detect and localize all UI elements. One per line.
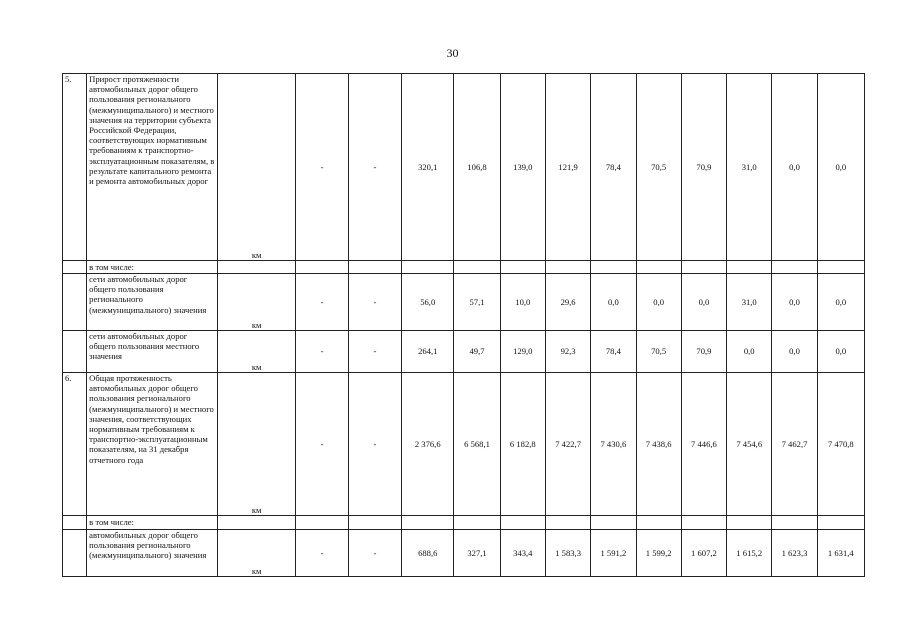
value-cell: 320,1 bbox=[402, 74, 454, 261]
value-cell: - bbox=[348, 331, 401, 373]
value-cell: 92,3 bbox=[545, 331, 590, 373]
value-cell: 0,0 bbox=[681, 274, 726, 331]
subtotal-label: в том числе: bbox=[87, 261, 218, 274]
value-cell: 31,0 bbox=[727, 274, 772, 331]
value-cell: 70,9 bbox=[681, 74, 726, 261]
value-cell: 10,0 bbox=[500, 274, 545, 331]
value-cell: 343,4 bbox=[500, 530, 545, 577]
value-cell: 2 376,6 bbox=[402, 373, 454, 516]
table-row bbox=[63, 74, 865, 261]
table-row bbox=[63, 274, 865, 331]
subtotal-label: в том числе: bbox=[87, 516, 218, 530]
table-row bbox=[63, 530, 865, 577]
value-cell: - bbox=[348, 530, 401, 577]
value-cell: 1 615,2 bbox=[727, 530, 772, 577]
value-cell: 0,0 bbox=[817, 274, 864, 331]
value-cell: - bbox=[296, 373, 348, 516]
unit-cell: км bbox=[217, 74, 295, 261]
value-cell: 70,5 bbox=[636, 331, 681, 373]
value-cell: 0,0 bbox=[772, 74, 817, 261]
row-number: 5. bbox=[63, 74, 87, 261]
indicator-name: сети автомобильных дорог общего пользования регионального (межмуниципального) значения bbox=[87, 274, 218, 331]
value-cell: 31,0 bbox=[727, 74, 772, 261]
value-cell: 121,9 bbox=[545, 74, 590, 261]
value-cell: 7 438,6 bbox=[636, 373, 681, 516]
value-cell: 327,1 bbox=[454, 530, 500, 577]
value-cell: 6 182,8 bbox=[500, 373, 545, 516]
value-cell: 129,0 bbox=[500, 331, 545, 373]
value-cell: 7 422,7 bbox=[545, 373, 590, 516]
unit-cell: км bbox=[217, 274, 295, 331]
indicators-table bbox=[62, 73, 865, 577]
value-cell: 78,4 bbox=[591, 74, 636, 261]
value-cell: 1 623,3 bbox=[772, 530, 817, 577]
value-cell: 106,8 bbox=[454, 74, 500, 261]
value-cell: 7 446,6 bbox=[681, 373, 726, 516]
value-cell: - bbox=[296, 274, 348, 331]
value-cell: - bbox=[348, 274, 401, 331]
value-cell: 688,6 bbox=[402, 530, 454, 577]
value-cell: 1 631,4 bbox=[817, 530, 864, 577]
unit-cell: км bbox=[217, 331, 295, 373]
unit-cell: км bbox=[217, 530, 295, 577]
value-cell: 1 583,3 bbox=[545, 530, 590, 577]
value-cell: 1 591,2 bbox=[591, 530, 636, 577]
value-cell: - bbox=[296, 331, 348, 373]
value-cell: 70,9 bbox=[681, 331, 726, 373]
value-cell: 0,0 bbox=[817, 331, 864, 373]
value-cell: 78,4 bbox=[591, 331, 636, 373]
value-cell: 139,0 bbox=[500, 74, 545, 261]
value-cell: 57,1 bbox=[454, 274, 500, 331]
indicator-name: автомобильных дорог общего пользования регионального (межмуниципального) значения bbox=[87, 530, 218, 577]
table-row bbox=[63, 261, 865, 274]
page-number: 30 bbox=[446, 46, 459, 60]
table-row bbox=[63, 331, 865, 373]
value-cell: 1 607,2 bbox=[681, 530, 726, 577]
indicator-name: сети автомобильных дорог общего пользования местного значения bbox=[87, 331, 218, 373]
unit-cell: км bbox=[217, 373, 295, 516]
value-cell: 0,0 bbox=[636, 274, 681, 331]
value-cell: 29,6 bbox=[545, 274, 590, 331]
value-cell: 7 454,6 bbox=[727, 373, 772, 516]
value-cell: - bbox=[348, 373, 401, 516]
indicator-name: Прирост протяженности автомобильных дорог общего пользования регионального (межмуниципального) и местного значения на территории субъекта Российской Федерации, соответствующих нормативным требованиям к транспортно-эксплуатационным показателям, в результате капитального ремонта и ремонта автомобильных дорог bbox=[87, 74, 218, 261]
value-cell: - bbox=[296, 530, 348, 577]
value-cell: 0,0 bbox=[727, 331, 772, 373]
value-cell: 1 599,2 bbox=[636, 530, 681, 577]
value-cell: 7 470,8 bbox=[817, 373, 864, 516]
value-cell: 7 462,7 bbox=[772, 373, 817, 516]
value-cell: 0,0 bbox=[591, 274, 636, 331]
indicator-name: Общая протяженность автомобильных дорог общего пользования регионального (межмуниципального) и местного значения, соответствующих нормативным требованиям к транспортно-эксплуатационным показателям, на 31 декабря отчетного года bbox=[87, 373, 218, 516]
value-cell: 70,5 bbox=[636, 74, 681, 261]
value-cell: - bbox=[348, 74, 401, 261]
value-cell: 6 568,1 bbox=[454, 373, 500, 516]
table-row bbox=[63, 373, 865, 516]
value-cell: 264,1 bbox=[402, 331, 454, 373]
value-cell: 0,0 bbox=[772, 274, 817, 331]
value-cell: 0,0 bbox=[817, 74, 864, 261]
value-cell: 49,7 bbox=[454, 331, 500, 373]
table-row bbox=[63, 516, 865, 530]
value-cell: 7 430,6 bbox=[591, 373, 636, 516]
value-cell: - bbox=[296, 74, 348, 261]
value-cell: 0,0 bbox=[772, 331, 817, 373]
row-number: 6. bbox=[63, 373, 87, 516]
value-cell: 56,0 bbox=[402, 274, 454, 331]
